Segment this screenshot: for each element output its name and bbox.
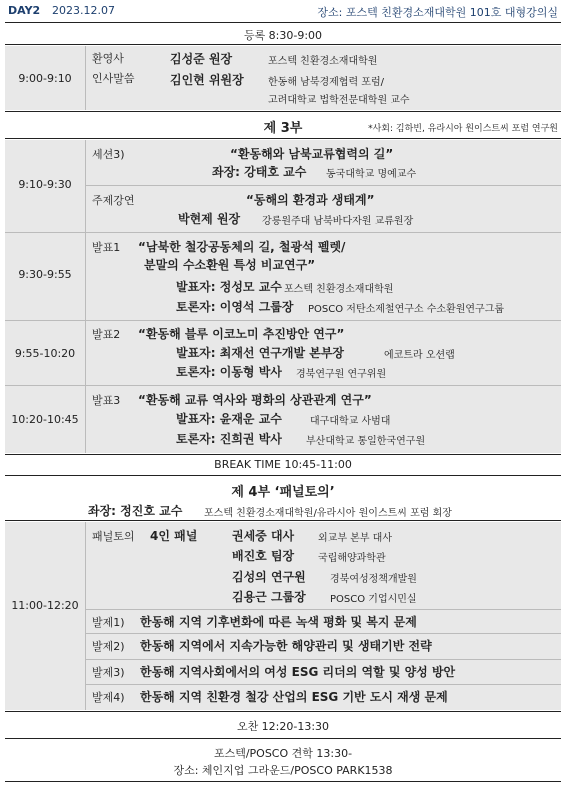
column-divider [85, 522, 86, 710]
discussant-name: 토론자: 진희권 박사 [176, 432, 282, 446]
topic-title: 한동해 지역 기후변화에 따른 녹색 평화 및 복지 문제 [140, 615, 417, 629]
session-chair: 좌장: 강태호 교수 [212, 165, 307, 179]
divider [5, 781, 561, 782]
keynote-title: “동해의 환경과 생태계” [246, 193, 375, 207]
divider [85, 609, 561, 610]
talk-time: 9:55-10:20 [14, 347, 76, 360]
part4-title: 제 4부 ‘패널토의’ [231, 485, 335, 500]
panel-time: 11:00-12:20 [11, 599, 79, 612]
registration-row: 등록 8:30-9:00 [243, 29, 323, 42]
part3-title: 제 3부 [263, 121, 303, 136]
column-divider [85, 140, 86, 232]
panel-label: 패널토의 [92, 530, 135, 543]
divider [85, 684, 561, 685]
discussant-name: 토론자: 이동형 박사 [176, 365, 282, 379]
welcome-time: 9:00-9:10 [18, 72, 72, 85]
panelist-affiliation: 국립해양과학관 [318, 553, 386, 564]
talk-title: “환동해 블루 이코노미 추진방안 연구” [138, 327, 345, 341]
column-divider [85, 321, 86, 385]
speaker-affiliation: 포스텍 친환경소재대학원 [268, 56, 378, 67]
divider [85, 185, 561, 186]
topic-label: 발제2) [92, 640, 125, 653]
greeting-role: 인사말씀 [92, 72, 135, 85]
divider [5, 711, 561, 712]
topic-title: 한동해 지역 친환경 철강 산업의 ESG 기반 도시 재생 문제 [140, 690, 448, 704]
talk-label: 발표2 [92, 328, 121, 341]
divider [5, 738, 561, 739]
page-header [0, 0, 566, 22]
talk-title: 분말의 수소환원 특성 비교연구” [144, 258, 316, 272]
presenter-name: 발표자: 최재선 연구개발 본부장 [176, 346, 345, 360]
presenter-affiliation: 포스텍 친환경소재대학원 [284, 284, 394, 295]
venue-label: 장소: 포스텍 친환경소재대학원 101호 대형강의실 [317, 6, 558, 19]
topic-title: 한동해 지역사회에서의 여성 ESG 리더의 역할 및 양성 방안 [140, 665, 456, 679]
welcome-role: 환영사 [92, 52, 124, 65]
topic-title: 한동해 지역에서 지속가능한 해양관리 및 생태기반 전략 [140, 639, 432, 653]
presenter-name: 발표자: 윤재운 교수 [176, 412, 282, 426]
part4-chair-affiliation: 포스텍 친환경소재대학원/유라시아 원이스트씨 포럼 회장 [204, 508, 452, 519]
column-divider [85, 386, 86, 453]
session-title: “환동해와 남북교류협력의 길” [230, 147, 394, 161]
presenter-name: 발표자: 정성모 교수 [176, 280, 282, 294]
part4-chair: 좌장: 정진호 교수 [88, 504, 183, 518]
panelist-affiliation: 경북여성정책개발원 [330, 574, 417, 585]
divider [5, 475, 561, 476]
panelist-name: 배진호 팀장 [232, 549, 295, 563]
presenter-affiliation: 대구대학교 사범대 [310, 416, 391, 427]
keynote-speaker: 박현제 원장 [178, 212, 241, 226]
keynote-label: 주제강연 [92, 194, 135, 207]
divider [5, 44, 561, 45]
discussant-affiliation: 부산대학교 통일한국연구원 [306, 436, 426, 447]
topic-label: 발제1) [92, 616, 125, 629]
tour-location: 장소: 체인지업 그라운드/POSCO PARK1538 [173, 764, 393, 777]
date-label: 2023.12.07 [52, 4, 115, 17]
panelist-name: 권세중 대사 [232, 529, 295, 543]
divider [5, 520, 561, 521]
part3-moderator: *사회: 김하빈, 유라시아 원이스트씨 포럼 연구원 [368, 124, 558, 134]
divider [5, 22, 561, 23]
topic-label: 발제4) [92, 691, 125, 704]
speaker-affiliation: 한동해 남북경제협력 포럼/ [268, 77, 384, 88]
divider [5, 138, 561, 139]
discussant-name: 토론자: 이영석 그룹장 [176, 300, 294, 314]
divider [85, 659, 561, 660]
divider [85, 633, 561, 634]
panelist-name: 김성의 연구원 [232, 570, 306, 584]
divider [5, 111, 561, 112]
session-time: 9:10-9:30 [18, 178, 72, 191]
session-label: 세션3) [92, 148, 125, 161]
presenter-affiliation: 에코트라 오션랩 [384, 350, 455, 361]
session-chair-affiliation: 동국대학교 명예교수 [326, 169, 417, 180]
talk-title: “남북한 철강공동체의 길, 철광석 펠렛/ [138, 240, 346, 254]
panelist-affiliation: POSCO 기업시민실 [330, 594, 417, 605]
break-row: BREAK TIME 10:45-11:00 [214, 458, 352, 471]
talk-label: 발표3 [92, 394, 121, 407]
talk-time: 10:20-10:45 [11, 413, 79, 426]
divider [5, 454, 561, 455]
panelist-affiliation: 외교부 본부 대사 [318, 533, 392, 544]
panel-title: 4인 패널 [150, 529, 198, 543]
day-label: DAY2 [8, 4, 41, 17]
speaker-name: 김인현 위원장 [170, 73, 244, 87]
lunch-row: 오찬 12:20-13:30 [236, 720, 330, 733]
discussant-affiliation: POSCO 저탄소제철연구소 수소환원연구그룹 [308, 304, 505, 315]
talk-title: “환동해 교류 역사와 평화의 상관관계 연구” [138, 393, 372, 407]
topic-label: 발제3) [92, 666, 125, 679]
speaker-affiliation: 고려대학교 법학전문대학원 교수 [268, 95, 410, 106]
tour-title: 포스텍/POSCO 견학 13:30- [213, 747, 353, 760]
talk-label: 발표1 [92, 241, 121, 254]
column-divider [85, 46, 86, 110]
keynote-speaker-affiliation: 강릉원주대 남북바다자원 교류원장 [262, 216, 414, 227]
column-divider [85, 233, 86, 320]
discussant-affiliation: 경북연구원 연구위원 [296, 369, 387, 380]
speaker-name: 김성준 원장 [170, 52, 233, 66]
talk-time: 9:30-9:55 [18, 268, 72, 281]
panelist-name: 김용근 그룹장 [232, 590, 306, 604]
